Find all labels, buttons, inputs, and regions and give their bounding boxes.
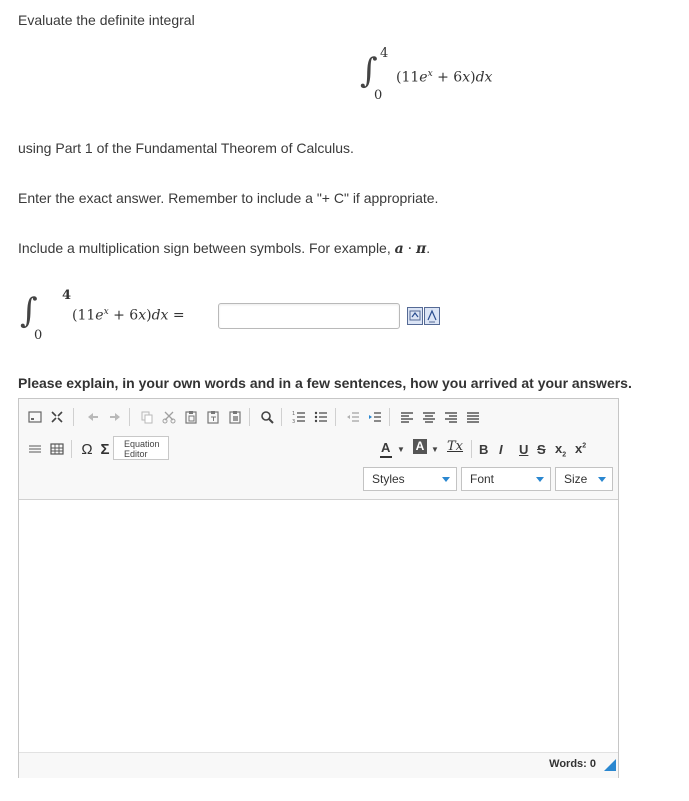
instruction-mult-text: Include a multiplication sign between symbols. For example, — [18, 240, 391, 256]
answer-integral-upper: 4 — [62, 288, 72, 303]
superscript-base: x — [575, 441, 583, 456]
undo-icon[interactable] — [83, 407, 103, 427]
strikethrough-button[interactable]: S — [537, 442, 546, 457]
answer-integrand — [72, 307, 185, 324]
integrand-d: d — [475, 69, 485, 86]
editor-status-bar — [19, 752, 618, 778]
answer-integrand-coef: (11 — [72, 307, 96, 324]
superscript-button[interactable] — [575, 441, 586, 456]
answer-equals: = — [172, 307, 185, 324]
align-justify-icon[interactable] — [463, 407, 483, 427]
subscript-mark: 2 — [562, 451, 567, 459]
omega-symbol-icon[interactable]: Ω — [81, 440, 93, 458]
answer-input[interactable] — [218, 303, 400, 329]
integrand-plus: + 6 — [432, 69, 463, 86]
integrand-e: e — [419, 69, 428, 86]
styles-dropdown[interactable] — [363, 467, 457, 491]
size-chevron-down-icon — [598, 477, 606, 482]
paste-icon[interactable] — [181, 407, 201, 427]
bold-button[interactable]: B — [479, 442, 489, 457]
question-method: using Part 1 of the Fundamental Theorem of Calculus. — [18, 140, 354, 156]
svg-text:1: 1 — [292, 411, 296, 417]
italic-button[interactable]: I — [499, 442, 503, 457]
paste-word-icon[interactable] — [225, 407, 245, 427]
horizontal-line-icon[interactable] — [25, 439, 45, 459]
size-dropdown[interactable] — [555, 467, 613, 491]
resize-handle-icon[interactable] — [604, 759, 616, 771]
numbered-list-icon[interactable] — [289, 407, 309, 427]
font-chevron-down-icon — [536, 477, 544, 482]
integral-upper-limit: 4 — [380, 46, 389, 61]
answer-integrand-dx: x — [160, 307, 169, 324]
word-count: Words: 0 — [549, 758, 596, 770]
underline-button[interactable]: U — [519, 442, 529, 457]
styles-label: Styles — [372, 472, 405, 486]
svg-text:3: 3 — [292, 419, 296, 424]
integral-lower-limit: 0 — [374, 88, 383, 103]
source-icon[interactable] — [25, 407, 45, 427]
bg-color-caret-icon: ▼ — [431, 445, 439, 454]
align-right-icon[interactable] — [441, 407, 461, 427]
size-label: Size — [564, 472, 588, 486]
integrand-x: x — [462, 69, 471, 86]
decrease-indent-icon[interactable] — [343, 407, 363, 427]
answer-integrand-exponent: x — [103, 307, 109, 317]
answer-integrand-plus: + 6 — [108, 307, 139, 324]
equation-editor-button[interactable] — [113, 436, 169, 460]
explain-prompt: Please explain, in your own words and in a few sentences, how you arrived at your answers. — [18, 375, 632, 391]
preview-icon[interactable] — [407, 307, 423, 325]
integrand — [396, 69, 492, 86]
answer-integral-sign: ∫ — [20, 291, 38, 331]
example-a: a — [394, 241, 404, 257]
integrand-dx: x — [484, 69, 493, 86]
styles-chevron-down-icon — [442, 477, 450, 482]
redo-icon[interactable] — [105, 407, 125, 427]
subscript-base: x — [555, 441, 563, 456]
integrand-exponent: x — [427, 69, 433, 79]
integral-sign: ∫ — [360, 51, 378, 91]
bg-color-letter: A — [413, 439, 427, 454]
increase-indent-icon[interactable] — [365, 407, 385, 427]
bg-color-button[interactable] — [413, 439, 445, 459]
answer-integral — [20, 288, 216, 346]
font-color-button[interactable] — [379, 439, 411, 459]
answer-integrand-e: e — [95, 307, 104, 324]
sigma-symbol-icon[interactable]: Σ — [100, 440, 110, 458]
answer-integrand-d: d — [151, 307, 161, 324]
font-dropdown[interactable] — [461, 467, 551, 491]
answer-integrand-close: ) — [146, 307, 152, 324]
copy-icon[interactable] — [137, 407, 157, 427]
integrand-coef: (11 — [396, 69, 420, 86]
paste-text-icon[interactable] — [203, 407, 223, 427]
display-integral — [360, 48, 530, 108]
equation-editor-line1: Equation — [124, 439, 160, 449]
bulleted-list-icon[interactable] — [311, 407, 331, 427]
integrand-close: ) — [470, 69, 476, 86]
rich-text-editor — [18, 398, 619, 778]
cut-icon[interactable] — [159, 407, 179, 427]
editor-toolbar — [19, 399, 618, 500]
example-pi: π — [415, 241, 427, 257]
editor-content-area[interactable] — [19, 500, 618, 752]
instruction-multiplication — [18, 240, 430, 257]
instruction-exact: Enter the exact answer. Remember to include a "+ C" if appropriate. — [18, 190, 439, 206]
subscript-button[interactable] — [555, 441, 566, 459]
align-center-icon[interactable] — [419, 407, 439, 427]
math-palette-icon[interactable] — [424, 307, 440, 325]
align-left-icon[interactable] — [397, 407, 417, 427]
equation-editor-line2: Editor — [124, 449, 148, 459]
remove-format-button[interactable]: Tx — [447, 439, 464, 454]
table-icon[interactable] — [47, 439, 67, 459]
example-dot: · — [407, 241, 413, 257]
example-period: . — [426, 240, 431, 256]
font-color-caret-icon: ▼ — [397, 445, 405, 454]
answer-integral-lower: 0 — [34, 328, 43, 343]
maximize-icon[interactable] — [47, 407, 67, 427]
question-intro: Evaluate the definite integral — [18, 12, 195, 28]
superscript-mark: 2 — [582, 442, 587, 450]
font-label: Font — [470, 472, 495, 486]
font-color-letter: A — [381, 440, 391, 455]
answer-integrand-x: x — [138, 307, 147, 324]
find-icon[interactable] — [257, 407, 277, 427]
